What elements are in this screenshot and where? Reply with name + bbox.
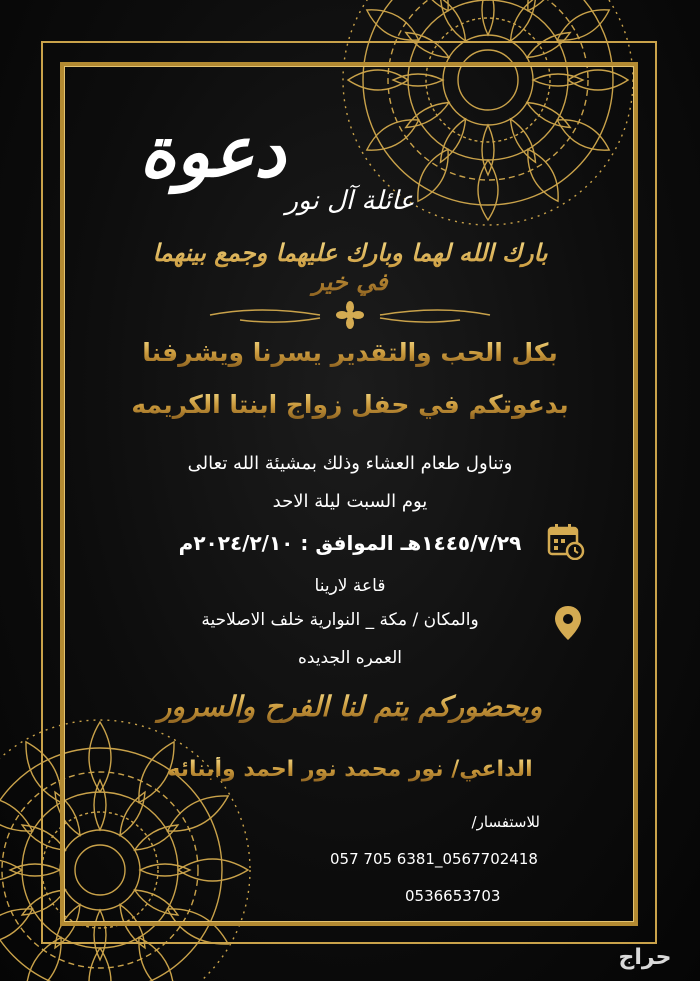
invitation-title: دعوة [139,110,286,193]
family-name: عائلة آل نور [285,186,415,216]
calendar-icon [547,522,585,560]
blessing-calligraphy: بارك الله لهما وبارك عليهما وجمع بينهما في خير [150,238,550,296]
venue-location: والمكان / مكة _ النوارية خلف الاصلاحية [201,610,479,630]
date-line: ١٤٤٥/٧/٢٩هـ الموافق : ٢٠٢٤/٢/١٠م [178,531,522,555]
phone-number-2: 0536653703 [405,887,501,905]
presence-calligraphy: وبحضوركم يتم لنا الفرح والسرور [130,690,570,723]
inquiry-label: للاستفسار/ [471,813,540,831]
phone-numbers: 057 705 6381_0567702418 [330,850,538,868]
haraj-watermark: حراج [618,945,672,970]
dinner-line: وتناول طعام العشاء وذلك بمشيئة الله تعالى [187,453,513,474]
lead-line-1: بكل الحب والتقدير يسرنا ويشرفنا [80,338,620,367]
lead-line-2: بدعوتكم في حفل زواج ابنتا الكريمه [80,390,620,419]
hall-name: قاعة لارينا [314,576,386,596]
location-pin-icon [553,604,583,642]
venue-area: العمره الجديده [298,648,402,668]
day-line: يوم السبت ليلة الاحد [272,491,428,512]
flourish-divider [200,300,500,330]
host-name: الداعي/ نور محمد نور احمد وأبنائه [120,757,580,782]
